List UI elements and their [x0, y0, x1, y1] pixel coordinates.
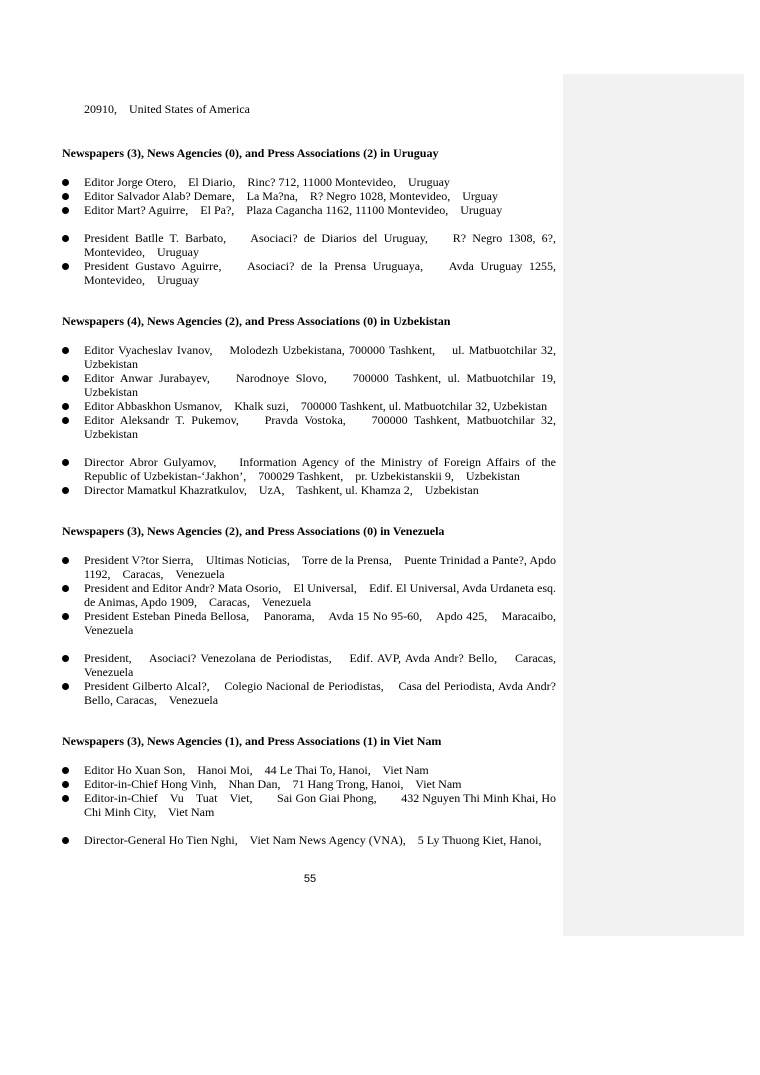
- list-item: [62, 553, 559, 581]
- entry-text: Editor Ho Xuan Son, Hanoi Moi, 44 Le Thai To, Hanoi, Viet Nam: [84, 763, 429, 777]
- entry-text: Editor-in-Chief Vu Tuat Viet, Sai Gon Giai Phong, 432 Nguyen Thi Minh Khai, Ho Chi Minh City, Viet Nam: [84, 791, 559, 819]
- entry-text: Editor Anwar Jurabayev, Narodnoye Slovo, 700000 Tashkent, ul. Matbuotchilar 19, Uzbekistan: [84, 371, 559, 399]
- bullet-icon: [62, 613, 69, 620]
- entry-list: [62, 833, 556, 847]
- bullet-icon: [62, 347, 69, 354]
- entry-list: [62, 343, 559, 441]
- bullet-icon: [62, 235, 69, 242]
- bullet-icon: [62, 459, 69, 466]
- section-heading: Newspapers (3), News Agencies (2), and Press Associations (0) in Venezuela: [62, 524, 445, 538]
- entry-text: Editor Jorge Otero, El Diario, Rinc? 712, 11000 Montevideo, Uruguay: [84, 175, 450, 189]
- list-item: [62, 791, 559, 819]
- list-item: [62, 231, 559, 259]
- continued-address: 20910, United States of America: [84, 102, 250, 116]
- list-item: [62, 371, 559, 399]
- list-item: [62, 399, 556, 413]
- list-item: [62, 679, 559, 707]
- list-item: [62, 833, 556, 847]
- entry-text: President and Editor Andr? Mata Osorio, El Universal, Edif. El Universal, Avda Urdaneta esq. de Animas, Apdo 1909, Caracas, Venezuela: [84, 581, 559, 609]
- bullet-icon: [62, 683, 69, 690]
- entry-text: Editor Vyacheslav Ivanov, Molodezh Uzbekistana, 700000 Tashkent, ul. Matbuotchilar 32, Uzbekistan: [84, 343, 559, 371]
- entry-text: President Esteban Pineda Bellosa, Panorama, Avda 15 No 95-60, Apdo 425, Maracaibo, Venezuela: [84, 609, 559, 637]
- entry-text: Editor-in-Chief Hong Vinh, Nhan Dan, 71 Hang Trong, Hanoi, Viet Nam: [84, 777, 462, 791]
- list-item: [62, 343, 559, 371]
- page-number: 55: [303, 873, 317, 885]
- bullet-icon: [62, 655, 69, 662]
- entry-text: Editor Aleksandr T. Pukemov, Pravda Vostoka, 700000 Tashkent, Matbuotchilar 32, Uzbekistan: [84, 413, 559, 441]
- entry-text: President Gustavo Aguirre, Asociaci? de la Prensa Uruguaya, Avda Uruguay 1255, Montevideo, Uruguay: [84, 259, 559, 287]
- section-heading: Newspapers (3), News Agencies (1), and Press Associations (1) in Viet Nam: [62, 734, 442, 748]
- list-item: [62, 455, 559, 483]
- list-item: [62, 609, 559, 637]
- entry-list: [62, 455, 559, 497]
- entry-text: President V?tor Sierra, Ultimas Noticias, Torre de la Prensa, Puente Trinidad a Pante?, Apdo 1192, Caracas, Venezuela: [84, 553, 559, 581]
- bullet-icon: [62, 417, 69, 424]
- list-item: [62, 483, 556, 497]
- entry-text: Editor Mart? Aguirre, El Pa?, Plaza Cagancha 1162, 11100 Montevideo, Uruguay: [84, 203, 503, 217]
- bullet-icon: [62, 767, 69, 774]
- list-item: [62, 763, 556, 777]
- bullet-icon: [62, 179, 69, 186]
- entry-text: Director Mamatkul Khazratkulov, UzA, Tashkent, ul. Khamza 2, Uzbekistan: [84, 483, 479, 497]
- bullet-icon: [62, 207, 69, 214]
- bullet-icon: [62, 487, 69, 494]
- bullet-icon: [62, 263, 69, 270]
- section: [62, 314, 559, 497]
- page-body: [62, 102, 559, 874]
- list-item: [62, 259, 559, 287]
- entry-text: Director Abror Gulyamov, Information Agency of the Ministry of Foreign Affairs of the Republic of Uzbekistan-‘Jakhon’, 700029 Tashkent, pr. Uzbekistanskii 9, Uzbekistan: [84, 455, 559, 483]
- list-item: [62, 189, 556, 203]
- entry-list: [62, 175, 556, 217]
- entry-text: President Gilberto Alcal?, Colegio Nacional de Periodistas, Casa del Periodista, Avda Andr? Bello, Caracas, Venezuela: [84, 679, 559, 707]
- section: [62, 146, 559, 287]
- entry-text: Director-General Ho Tien Nghi, Viet Nam News Agency (VNA), 5 Ly Thuong Kiet, Hanoi,: [84, 833, 542, 847]
- bullet-icon: [62, 837, 69, 844]
- list-item: [62, 413, 559, 441]
- list-item: [62, 651, 559, 679]
- list-item: [62, 777, 556, 791]
- section-heading: Newspapers (4), News Agencies (2), and Press Associations (0) in Uzbekistan: [62, 314, 451, 328]
- section-heading: Newspapers (3), News Agencies (0), and Press Associations (2) in Uruguay: [62, 146, 439, 160]
- comment-margin-panel: [563, 74, 744, 936]
- bullet-icon: [62, 781, 69, 788]
- bullet-icon: [62, 403, 69, 410]
- entry-text: Editor Abbaskhon Usmanov, Khalk suzi, 700000 Tashkent, ul. Matbuotchilar 32, Uzbekistan: [84, 399, 548, 413]
- section: [62, 734, 559, 847]
- bullet-icon: [62, 795, 69, 802]
- list-item: [62, 175, 556, 189]
- section: [62, 524, 559, 707]
- entry-text: President Batlle T. Barbato, Asociaci? de Diarios del Uruguay, R? Negro 1308, 6?, Montevideo, Uruguay: [84, 231, 559, 259]
- bullet-icon: [62, 375, 69, 382]
- entry-list: [62, 231, 559, 287]
- list-item: [62, 203, 556, 217]
- entry-text: President, Asociaci? Venezolana de Periodistas, Edif. AVP, Avda Andr? Bello, Caracas, Venezuela: [84, 651, 559, 679]
- bullet-icon: [62, 585, 69, 592]
- bullet-icon: [62, 557, 69, 564]
- bullet-icon: [62, 193, 69, 200]
- entry-list: [62, 651, 559, 707]
- list-item: [62, 581, 559, 609]
- entry-list: [62, 763, 559, 819]
- entry-list: [62, 553, 559, 637]
- entry-text: Editor Salvador Alab? Demare, La Ma?na, R? Negro 1028, Montevideo, Urguay: [84, 189, 498, 203]
